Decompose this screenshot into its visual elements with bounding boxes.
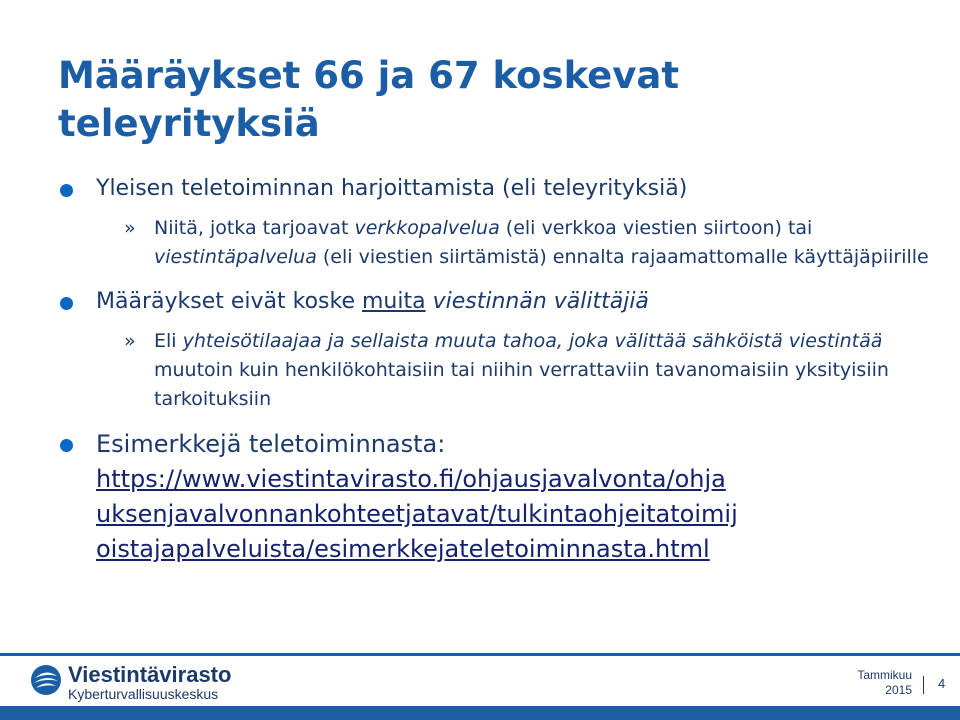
link-line: oistajapalveluista/esimerkkejateletoiminnasta.html	[96, 535, 710, 563]
sub-text-italic: yhteisötilaajaa ja sellaista muuta tahoa, joka välittää sähköistä viestintää	[182, 330, 883, 352]
bullet-text: Esimerkkejä teletoiminnasta:	[96, 430, 446, 458]
sub-text-part: Eli	[154, 330, 183, 352]
footer-year: 2015	[885, 683, 912, 697]
footer-date	[842, 668, 912, 698]
page-number: 4	[938, 676, 946, 691]
bullet-text: Määräykset eivät koske	[96, 289, 362, 314]
bullet-esimerkkeja	[56, 427, 936, 567]
footer-bar	[0, 706, 960, 720]
bullet-dot-icon	[60, 439, 73, 452]
sub-bullet-yhteisotilaaja	[56, 327, 936, 414]
link-line: uksenjavalvonnankohteetjatavat/tulkintaohjeitatoimij	[96, 500, 738, 528]
logo-name: Viestintävirasto	[68, 662, 232, 687]
slide-content	[56, 174, 936, 581]
sub-text-part: Niitä, jotka tarjoavat	[154, 217, 355, 239]
footer-divider	[0, 653, 960, 656]
link-line: https://www.viestintavirasto.fi/ohjausjavalvonta/ohja	[96, 465, 726, 493]
slide-title: Määräykset 66 ja 67 koskevat teleyrityksiä	[58, 54, 680, 145]
bullet-dot-icon	[60, 297, 73, 310]
bullet-dot-icon	[60, 184, 73, 197]
sub-text-part: (eli viestien siirtämistä) ennalta rajaamattomalle käyttäjäpiirille	[316, 246, 929, 268]
sub-bullet-marker-icon: »	[124, 330, 136, 352]
viestintavirasto-logo	[30, 662, 270, 702]
bullet-text-italic: viestinnän välittäjiä	[432, 289, 649, 314]
sub-text-part: muutoin kuin henkilökohtaisiin tai niihin verrattaviin tavanomaisiin yksityisiin tarkoituksiin	[154, 359, 889, 410]
bullet-text-underlined: muita	[361, 289, 426, 314]
footer-separator	[923, 676, 924, 694]
sub-text-part: (eli verkkoa viestien siirtoon) tai	[499, 217, 813, 239]
bullet-text: Yleisen teletoiminnan harjoittamista (eli teleyrityksiä)	[96, 176, 688, 201]
sub-text-italic: viestintäpalvelua	[154, 246, 317, 268]
viestintavirasto-logo-icon	[30, 664, 62, 696]
example-link[interactable]	[96, 465, 738, 563]
bullet-maaraykset-eivat-koske	[56, 287, 936, 317]
sub-bullet-marker-icon: »	[124, 217, 136, 239]
logo-subtitle: Kyberturvallisuuskeskus	[68, 686, 219, 702]
sub-text-italic: verkkopalvelua	[354, 217, 500, 239]
sub-bullet-verkkopalvelu	[56, 214, 936, 272]
footer-month: Tammikuu	[857, 668, 912, 682]
bullet-text	[426, 289, 433, 314]
bullet-teleyritykset	[56, 174, 936, 204]
